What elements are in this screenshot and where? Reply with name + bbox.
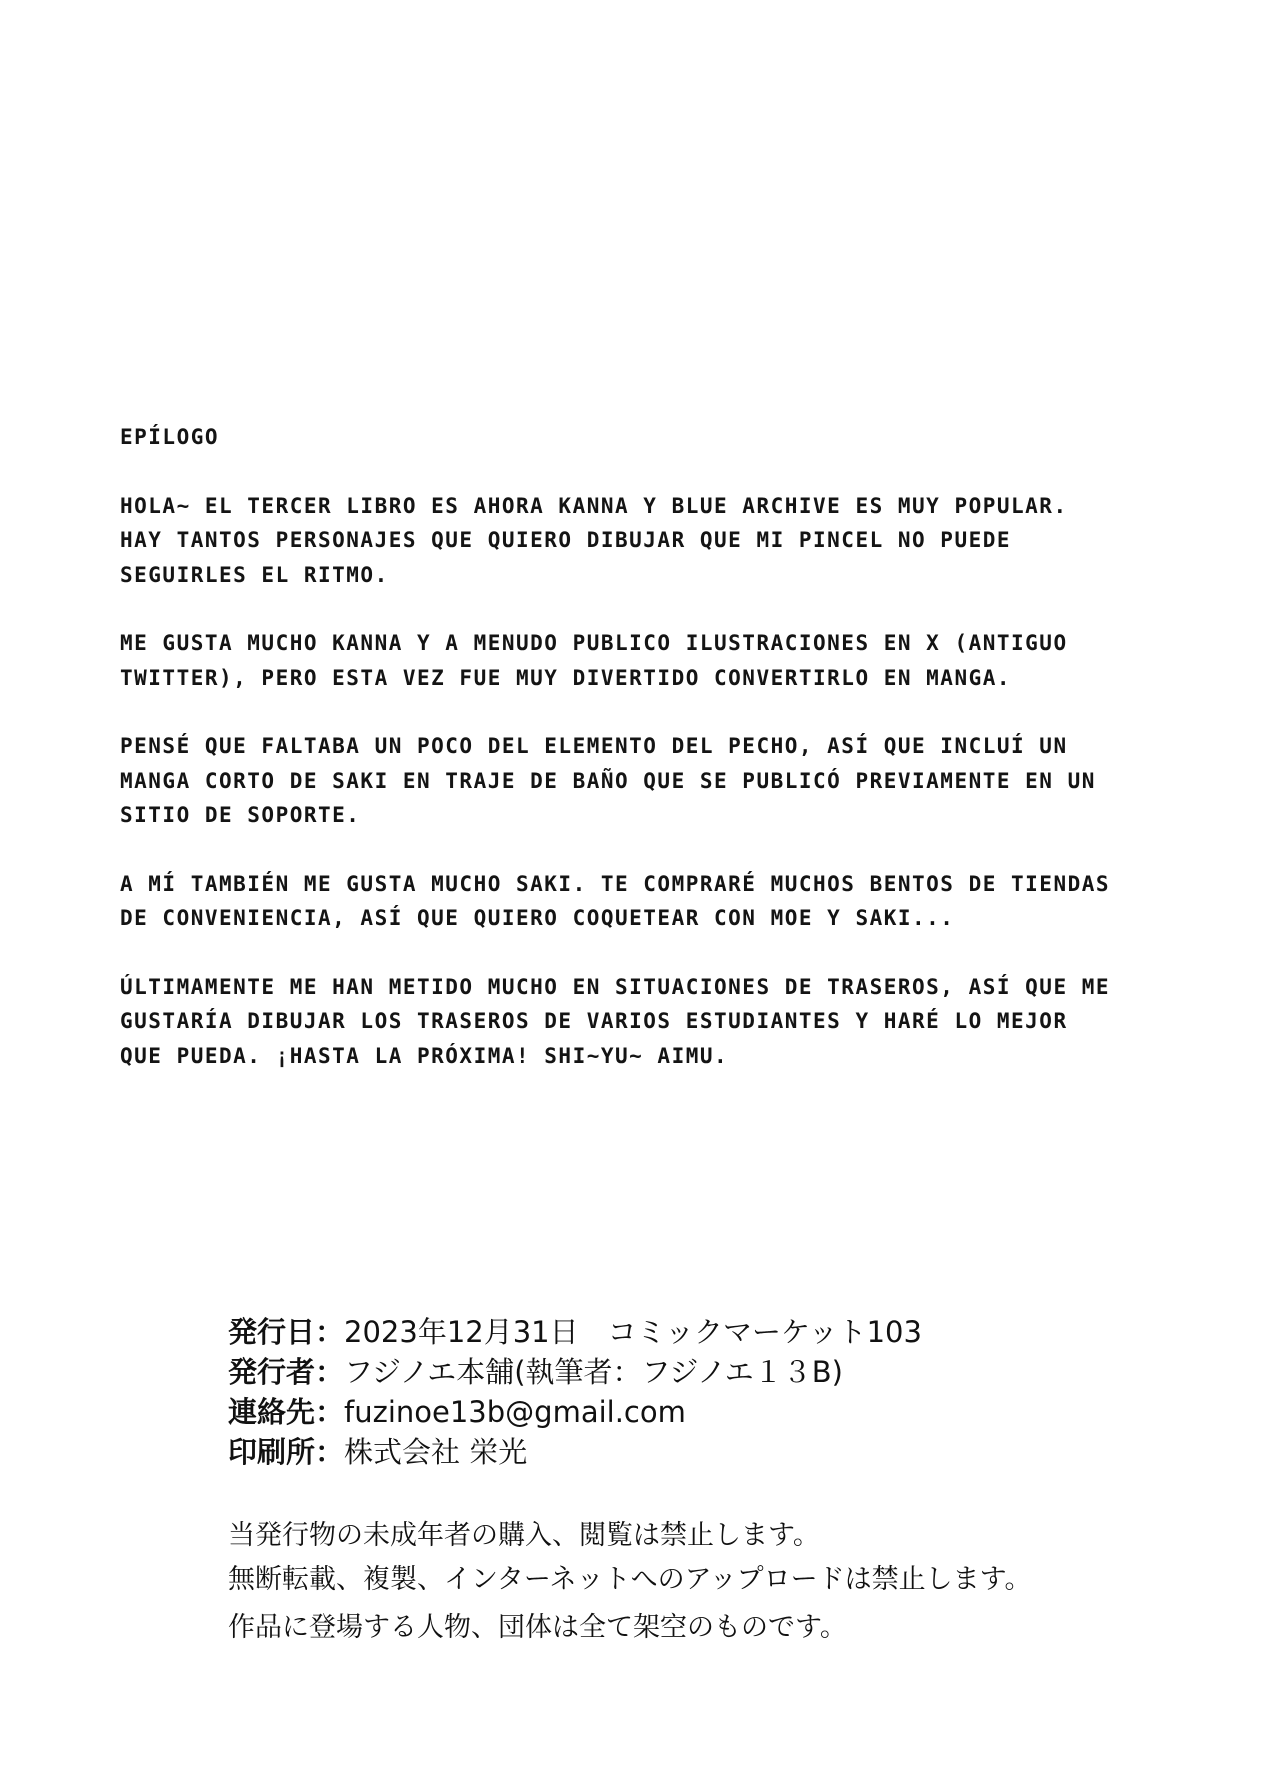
publication-date-value: 2023年12月31日 コミックマーケット103	[344, 1315, 922, 1349]
printer-value: 株式会社 栄光	[344, 1435, 528, 1469]
epilogue-paragraph-2: ME GUSTA MUCHO KANNA Y A MENUDO PUBLICO ILUSTRACIONES EN X (ANTIGUO TWITTER), PERO ESTA VEZ FUE MUY DIVERTIDO CONVERTIRLO EN MANGA.	[120, 631, 1068, 690]
contact-line	[228, 1392, 1128, 1432]
publisher-label: 発行者：	[228, 1355, 345, 1389]
printer-label: 印刷所：	[228, 1435, 345, 1469]
publication-date-line	[228, 1312, 1128, 1352]
reproduction-notice: 無断転載、複製、インターネットへのアップロードは禁止します。	[228, 1564, 1032, 1595]
publication-date-label: 発行日：	[228, 1315, 345, 1349]
epilogue-paragraph-4: A MÍ TAMBIÉN ME GUSTA MUCHO SAKI. TE COMPRARÉ MUCHOS BENTOS DE TIENDAS DE CONVENIENCIA, ASÍ QUE QUIERO COQUETEAR CON MOE Y SAKI...	[120, 871, 1111, 930]
fiction-disclaimer: 作品に登場する人物、団体は全て架空のものです。	[228, 1612, 847, 1643]
colophon-spacer	[228, 1472, 1128, 1514]
epilogue-paragraph-1: HOLA~ EL TERCER LIBRO ES AHORA KANNA Y BLUE ARCHIVE ES MUY POPULAR. HAY TANTOS PERSONAJES QUE QUIERO DIBUJAR QUE MI PINCEL NO PUEDE SEGUIRLES EL RITMO.	[120, 493, 1068, 587]
epilogue-paragraph-3: PENSÉ QUE FALTABA UN POCO DEL ELEMENTO DEL PECHO, ASÍ QUE INCLUÍ UN MANGA CORTO DE SAKI EN TRAJE DE BAÑO QUE SE PUBLICÓ PREVIAMENTE EN UN SITIO DE SOPORTE.	[120, 734, 1096, 827]
epilogue-heading: EPÍLOGO	[120, 425, 220, 449]
contact-label: 連絡先：	[228, 1395, 345, 1429]
publisher-value: フジノエ本舗(執筆者：フジノエ１３B)	[344, 1355, 843, 1389]
printer-line	[228, 1432, 1128, 1472]
epilogue-section	[120, 420, 1120, 1107]
contact-email: fuzinoe13b@gmail.com	[344, 1395, 686, 1429]
colophon-section	[228, 1312, 1128, 1650]
publisher-line	[228, 1352, 1128, 1392]
minor-purchase-notice: 当発行物の未成年者の購入、閲覧は禁止します。	[228, 1520, 820, 1551]
epilogue-paragraph-5: ÚLTIMAMENTE ME HAN METIDO MUCHO EN SITUACIONES DE TRASEROS, ASÍ QUE ME GUSTARÍA DIBUJAR LOS TRASEROS DE VARIOS ESTUDIANTES Y HARÉ LO MEJOR QUE PUEDA. ¡HASTA LA PRÓXIMA! SHI~YU~ AIMU.	[120, 974, 1111, 1068]
